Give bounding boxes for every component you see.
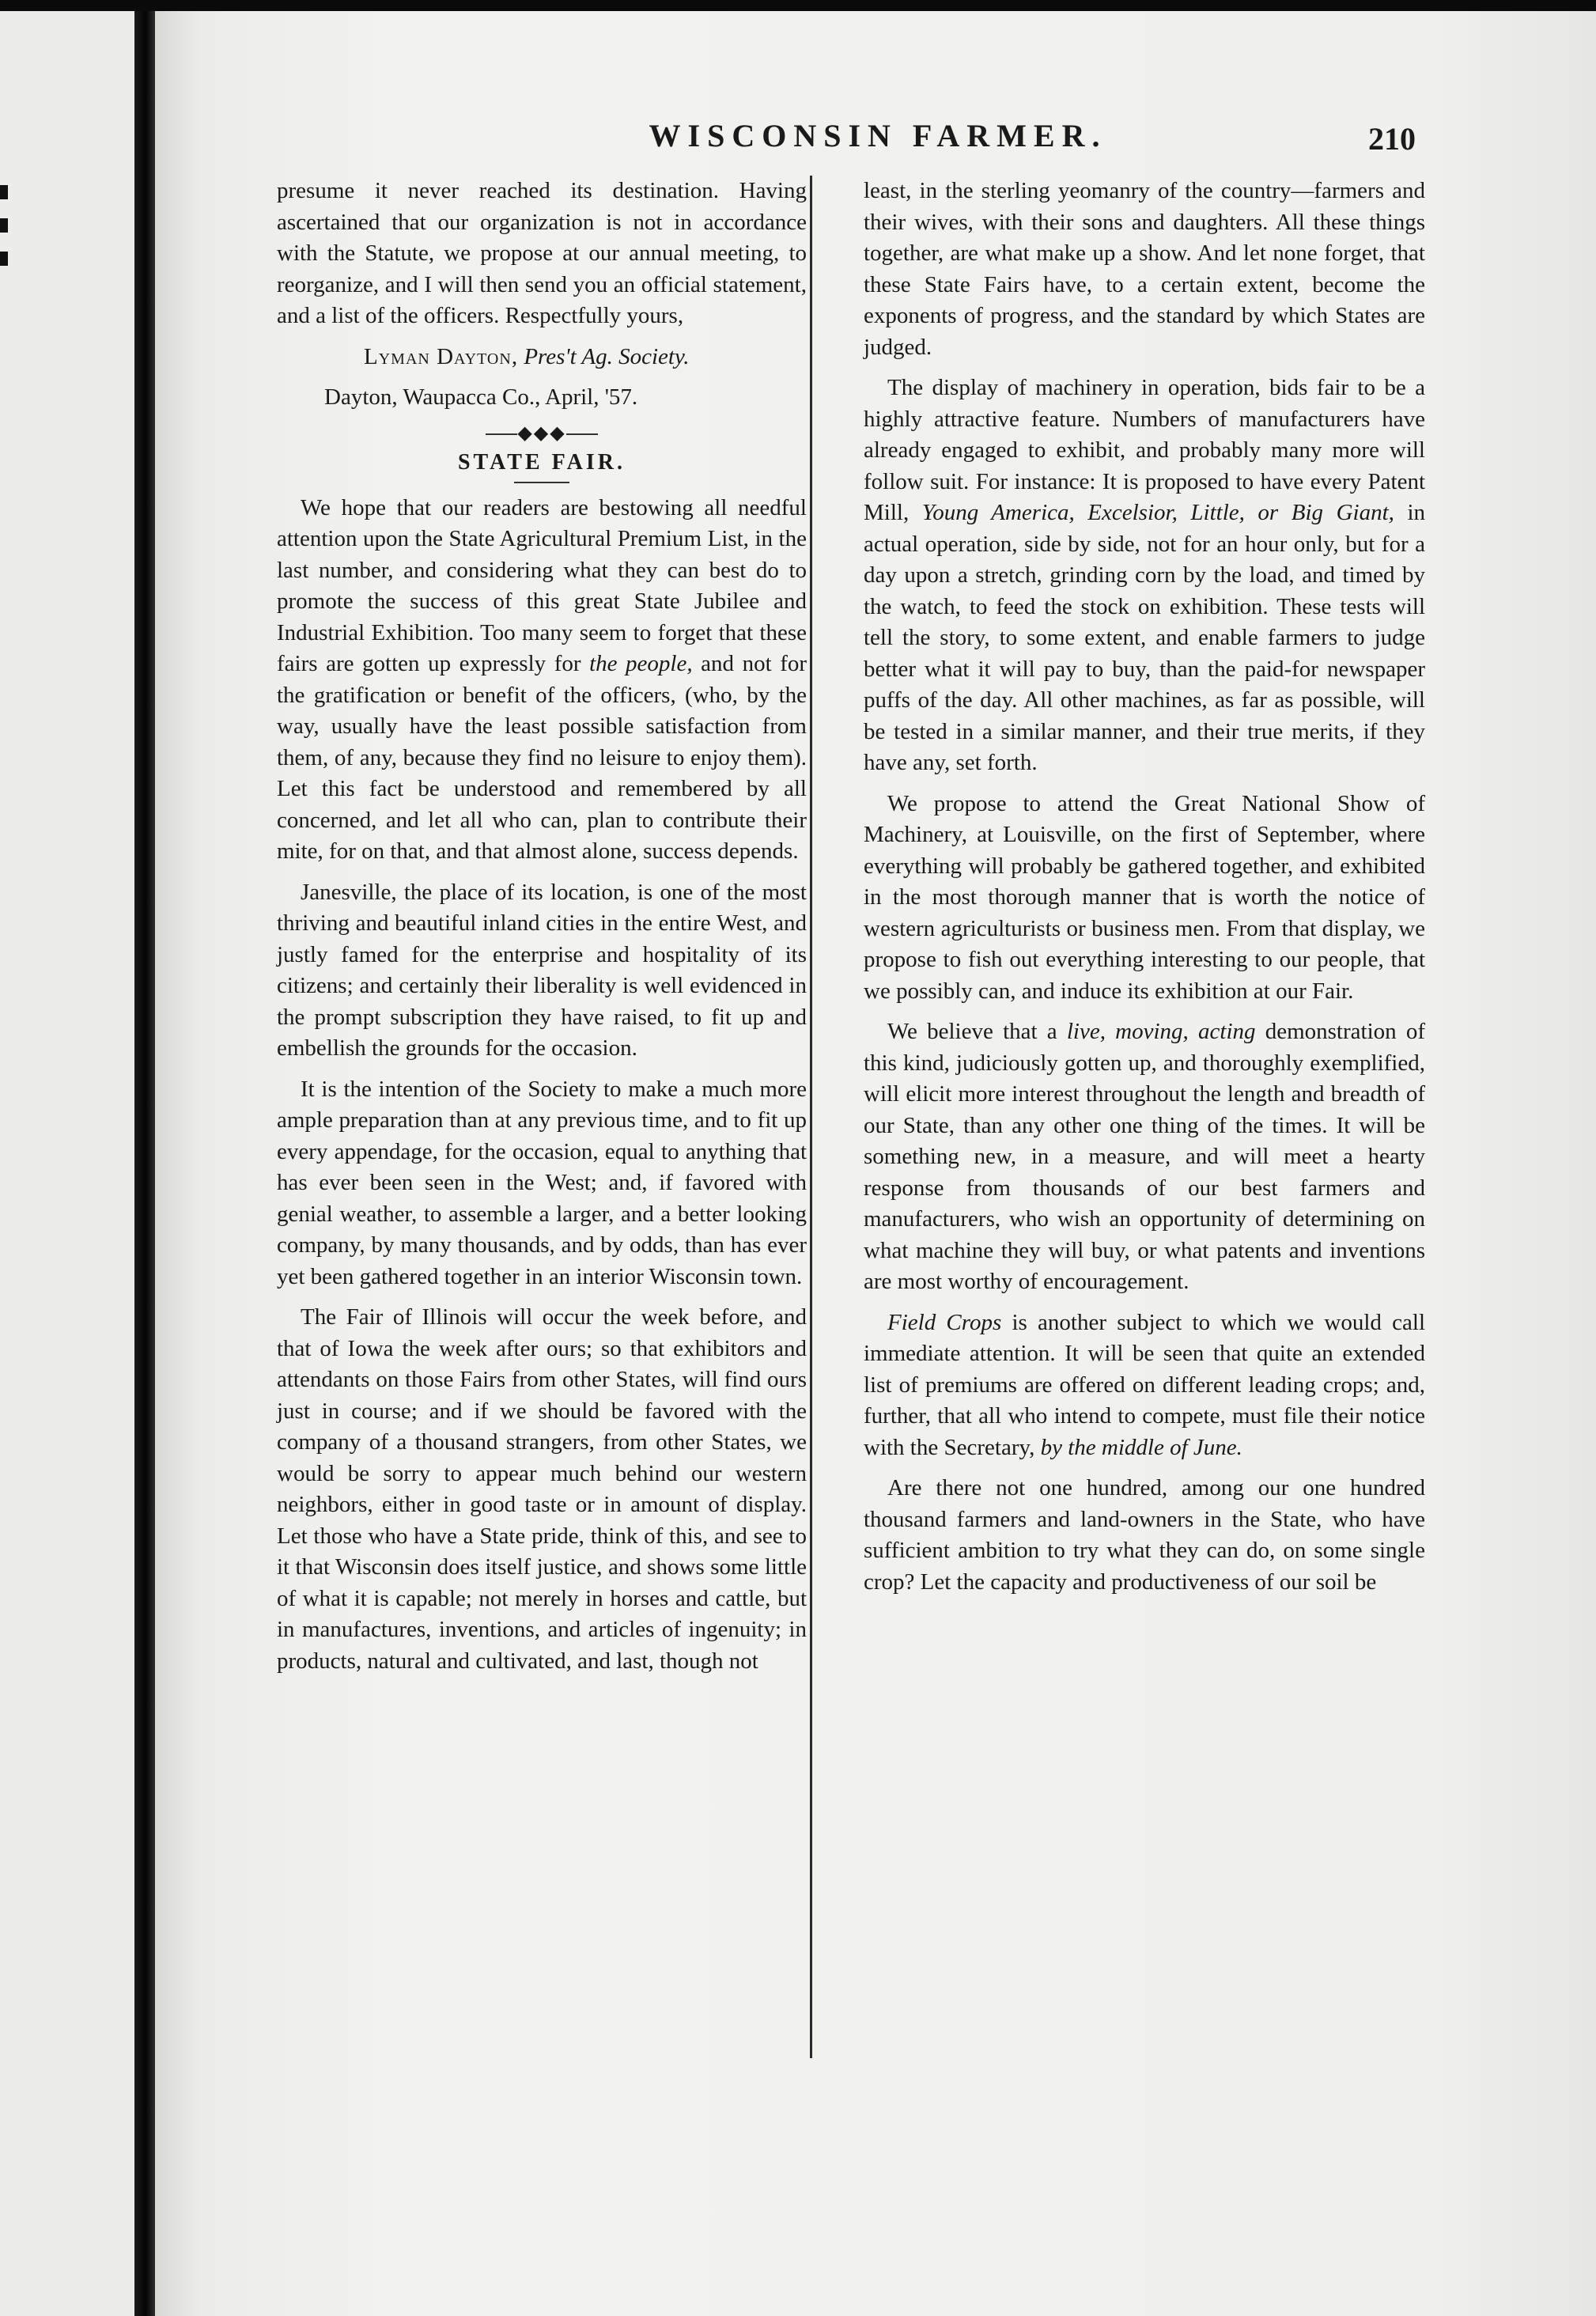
section-divider-ornament: ◆◆◆ [277, 423, 807, 444]
letter-closing-paragraph: presume it never reached its destination. Having ascertained that our organization is not in accordance with the Statute, we propose at our annual meeting, to reorganize, and I will then send you an official statement, and a list of the officers. Respectfully yours, [277, 178, 807, 328]
edge-mark [0, 252, 8, 266]
edge-mark [0, 185, 8, 199]
article-paragraph: Field Crops is another subject to which we would call immediate attention. It will be seen that quite an extended list of premiums are offered on different leading crops; and, further, that all who intend to compete, must file their notice with the Secretary, by the middle of June. [864, 1309, 1425, 1460]
book-gutter [134, 11, 155, 2316]
facing-page-edge [0, 11, 134, 2316]
article-paragraph: Are there not one hundred, among our one hundred thousand farmers and land-owners in the State, who have sufficient ambition to try what they can do, on some single crop? Let the capacity and productiveness of our soil be [864, 1475, 1425, 1595]
emphasis-text: Young America, Excelsior, Little, or Big Giant, [921, 500, 1394, 525]
page-number: 210 [1368, 121, 1416, 157]
signature [277, 342, 807, 373]
edge-mark [0, 218, 8, 233]
article-paragraph: least, in the sterling yeomanry of the country—farmers and their wives, with their sons and daughters. All these things together, are what make up a show. And let none forget, that these State Fairs have, to a certain extent, become the exponents of progress, and the standard by which States are judged. [864, 178, 1425, 360]
running-head: WISCONSIN FARMER. [649, 118, 1107, 153]
emphasis-text: the people, [589, 651, 693, 676]
article-paragraph: The display of machinery in operation, bids fair to be a highly attractive feature. Numbers of manufacturers have already engaged to exhibit, and probably many more will follow suit. For instance: It is proposed to have every Patent Mill, Young America, Excelsior, Little, or Big Giant, in actual operation, side by side, not for an hour only, but for a day upon a stretch, grinding corn by the load, and timed by the watch, to feed the stock on exhibition. These tests will tell the story, to some extent, and enable farmers to judge better what it will pay to buy, than the paid-for newspaper puffs of the day. All other machines, as far as possible, will be tested in a similar manner, and their true merits, if they have any, set forth. [864, 375, 1425, 775]
article-paragraph: It is the intention of the Society to make a much more ample preparation than at any previous time, and to fit up every appendage, for the occasion, equal to anything that has ever been seen in the West; and, if favored with genial weather, to assemble a larger, and a better looking company, by many thousands, and by odds, than has ever yet been gathered together in an interior Wisconsin town. [277, 1076, 807, 1289]
article-paragraph: We propose to attend the Great National Show of Machinery, at Louisville, on the first of September, where everything will probably be gathered together, and exhibited in the most thorough manner that is worth the notice of western agriculturists or business men. From that display, we propose to fish out everything interesting to our people, that we possibly can, and induce its exhibition at our Fair. [864, 790, 1425, 1004]
article-paragraph: We believe that a live, moving, acting demonstration of this kind, judiciously gotten up, and thoroughly exemplified, will elicit more interest throughout the length and breadth of our State, than any other one thing of the times. It will be something new, in a measure, and will meet a hearty response from thousands of our best farmers and manufacturers, who wish an opportunity of determining on what machine they will buy, or what patents and inventions are most worthy of encouragement. [864, 1019, 1426, 1294]
article-paragraph: Janesville, the place of its location, is one of the most thriving and beautiful inland cities in the entire West, and justly famed for the enterprise and hospitality of its citizens; and certainly their liberality is well evidenced in the prompt subscription they have raised, to fit up and embellish the grounds for the occasion. [277, 879, 807, 1061]
article-paragraph: We hope that our readers are bestowing all needful attention upon the State Agricultural Premium List, in the last number, and considering what they can best do to promote the success of this great State Jubilee and Industrial Exhibition. Too many seem to forget that these fairs are gotten up expressly for the people, and not for the gratification or benefit of the officers, (who, by the way, usually have the least possible satisfaction from them, of any, because they find no leisure to enjoy them). Let this fact be understood and remembered by all concerned, and let all who can, plan to contribute their mite, for on that, and that almost alone, success depends. [277, 494, 807, 864]
signature-name: Lyman Dayton, [364, 343, 519, 369]
article-paragraph: The Fair of Illinois will occur the week before, and that of Iowa the week after ours; so that exhibitors and attendants on those Fairs from other States, will find ours just in course; and if we should be favored with the company of a thousand strangers, from other States, we would be sorry to appear much behind our western neighbors, either in good taste or in amount of display. Let those who have a State pride, think of this, and see to it that Wisconsin does itself justice, and shows some little of what it is capable; not merely in horses and cattle, but in manufactures, inventions, and articles of ingenuity; in products, natural and cultivated, and last, though not [277, 1304, 807, 1674]
top-border [0, 0, 1596, 11]
section-title: STATE FAIR. [457, 449, 626, 475]
column-rule [810, 176, 812, 2058]
signature-place: Dayton, Waupacca Co., April, '57. [324, 384, 638, 410]
left-column [277, 176, 807, 1686]
right-column [864, 176, 1425, 1607]
section-title-rule [514, 482, 569, 483]
signature-title: Pres't Ag. Society. [524, 343, 690, 369]
emphasis-text: by the middle of June. [1040, 1434, 1242, 1460]
emphasis-text: live, moving, acting [1066, 1019, 1256, 1044]
emphasis-text: Field Crops [887, 1309, 1002, 1335]
